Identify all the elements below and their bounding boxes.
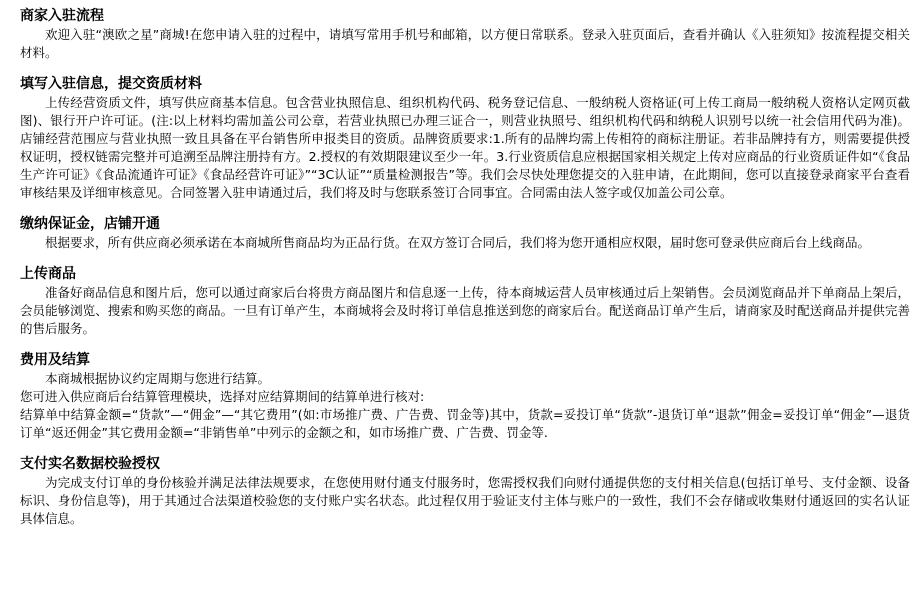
- section-paragraph: 为完成支付订单的身份核验并满足法律法规要求，在您使用财付通支付服务时，您需授权我们向财付通提供您的支付相关信息(包括订单号、支付金额、设备标识、身份信息等)，用于其通过合法渠道校验您的支付账户实名状态。此过程仅用于验证支付主体与账户的一致性，我们不会存储或收集财付通返回的实名认证具体信息。: [20, 475, 910, 526]
- section-title: 填写入驻信息，提交资质材料: [20, 76, 202, 92]
- section-title: 商家入驻流程: [20, 8, 104, 24]
- section-title: 支付实名数据校验授权: [20, 456, 160, 472]
- section-upload-products: [20, 264, 910, 338]
- section-paragraph: 您可进入供应商后台结算管理模块，选择对应结算期间的结算单进行核对:: [20, 389, 425, 404]
- section-payment-realname-authorization: [20, 454, 910, 528]
- section-paragraph: 结算单中结算金额=“货款”—“佣金”—“其它费用”(如:市场推广费、广告费、罚金等)其中，货款=妥投订单“货款”-退货订单“退款”佣金=妥投订单“佣金”—退货订单“返还佣金”其它费用金额=“非销售单”中列示的金额之和，如市场推广费、广告费、罚金等.: [20, 407, 910, 440]
- section-paragraph: 根据要求，所有供应商必须承诺在本商城所售商品均为正品行货。在双方签订合同后，我们将为您开通相应权限，届时您可登录供应商后台上线商品。: [45, 235, 871, 250]
- section-paragraph: 准备好商品信息和图片后，您可以通过商家后台将贵方商品图片和信息逐一上传，待本商城运营人员审核通过后上架销售。会员浏览商品并下单商品上架后，会员能够浏览、搜索和购买您的商品。一旦有订单产生，本商城将会及时将订单信息推送到您的商家后台。配送商品订单产生后，请商家及时配送商品并提供完善的售后服务。: [20, 285, 910, 336]
- section-title: 上传商品: [20, 266, 76, 282]
- section-paragraph: 欢迎入驻“澳欧之星”商城!在您申请入驻的过程中，请填写常用手机号和邮箱，以方便日常联系。登录入驻页面后，查看并确认《入驻须知》按流程提交相关材料。: [20, 27, 910, 60]
- section-title: 缴纳保证金，店铺开通: [20, 216, 160, 232]
- section-fill-info-submit-materials: [20, 74, 910, 202]
- section-fees-settlement: [20, 350, 910, 442]
- section-deposit-store-opening: [20, 214, 910, 252]
- section-merchant-onboarding-process: [20, 6, 910, 62]
- section-paragraph: 上传经营资质文件，填写供应商基本信息。包含营业执照信息、组织机构代码、税务登记信息、一般纳税人资格证(可上传工商局一般纳税人资格认定网页截图)、银行开户许可证。(注:以上材料均需加盖公司公章，若营业执照已办理三证合一，则营业执照号、组织机构代码和纳税人识别号以统一社会信用代码为准)。店铺经营范围应与营业执照一致且具备在平台销售所申报类目的资质。品牌资质要求:1.所有的品牌均需上传相符的商标注册证。若非品牌持有方，则需要提供授权证明，授权链需完整并可追溯至品牌注册持有方。2.授权的有效期限建议至少一年。3.行业资质信息应根据国家相关规定上传对应商品的行业资质证件如“《食品生产许可证》《食品流通许可证》《食品经营许可证》”“3C认证”“质量检测报告”等。我们会尽快处理您提交的入驻申请，在此期间，您可以直接登录商家平台查看审核结果及详细审核意见。合同签署入驻申请通过后，我们将及时与您联系签订合同事宜。合同需由法人签字或仅加盖公司公章。: [20, 95, 910, 200]
- section-paragraph: 本商城根据协议约定周期与您进行结算。: [45, 371, 271, 386]
- section-title: 费用及结算: [20, 352, 90, 368]
